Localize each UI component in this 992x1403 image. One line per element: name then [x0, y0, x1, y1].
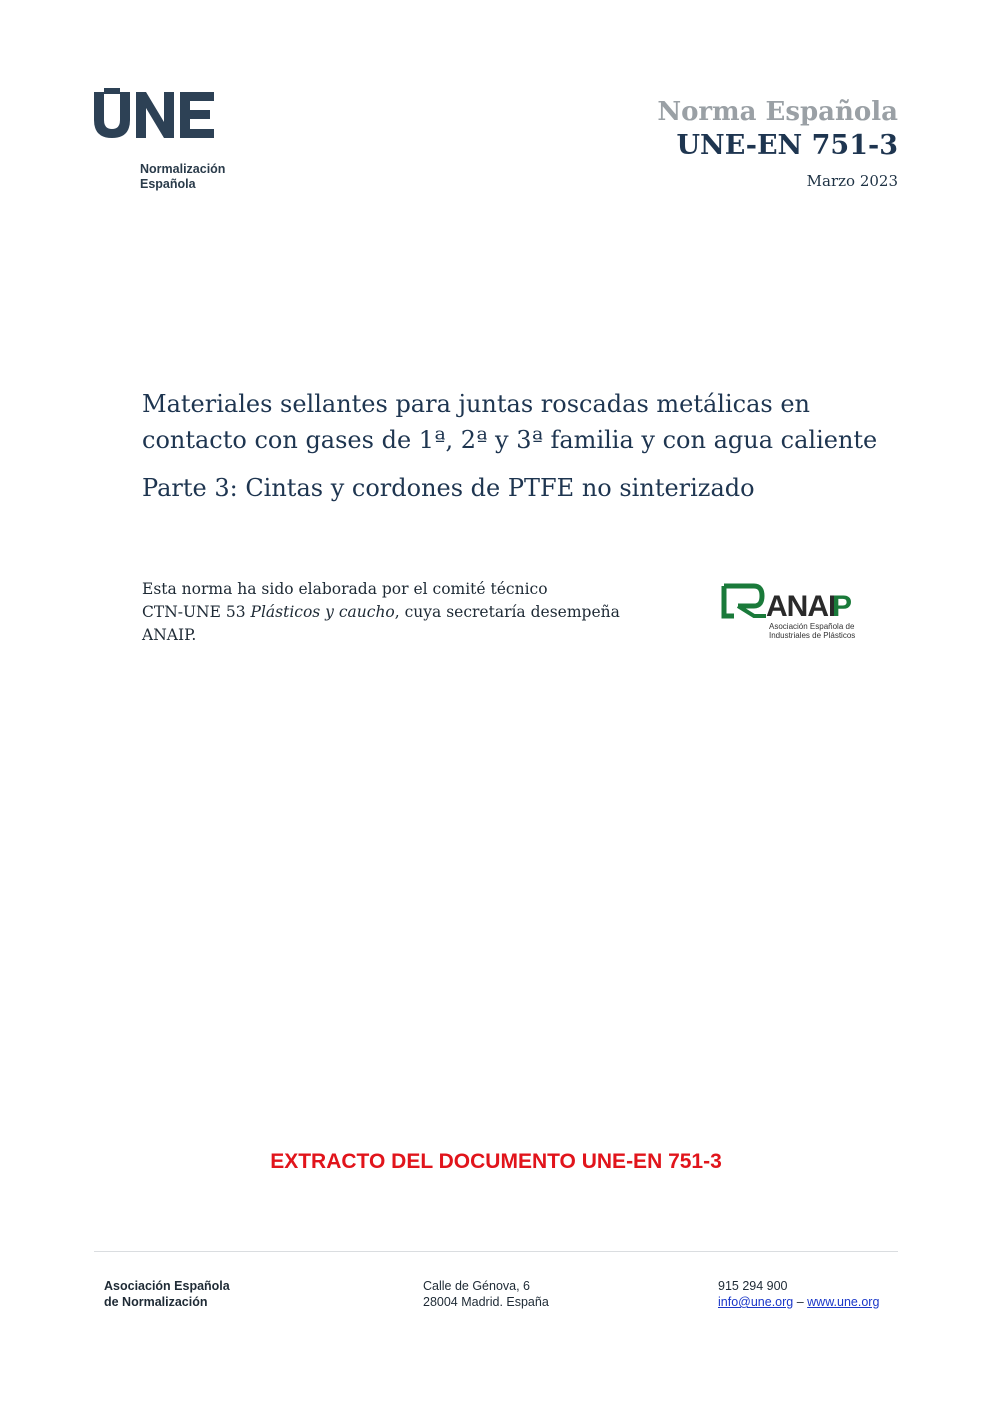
footer-org-line1: Asociación Española [104, 1279, 230, 1293]
committee-line2 [142, 601, 682, 624]
footer-phone: 915 294 900 [718, 1279, 788, 1293]
standard-header [657, 96, 898, 190]
footer-divider [94, 1251, 898, 1252]
logo-subtitle-line1: Normalización [140, 162, 226, 176]
une-logo-mark [92, 86, 232, 148]
anaip-logo [720, 580, 870, 650]
committee-line2-rest: , cuya secretaría desempeña [394, 603, 620, 621]
footer-contact [718, 1278, 879, 1310]
footer-separator: – [793, 1295, 808, 1309]
svg-text:P: P [832, 590, 853, 622]
title-line1: Materiales sellantes para juntas roscadas metálicas en [142, 390, 811, 418]
norma-label: Norma Española [657, 97, 898, 127]
footer-address-line1: Calle de Génova, 6 [423, 1279, 531, 1293]
committee-name: Plásticos y caucho [250, 603, 395, 621]
footer-links [718, 1294, 879, 1310]
anaip-sub-line1: Asociación Española de [769, 622, 855, 631]
footer-org-line2: de Normalización [104, 1295, 208, 1309]
footer-address [423, 1278, 549, 1310]
extract-notice: EXTRACTO DEL DOCUMENTO UNE-EN 751-3 [270, 1150, 722, 1173]
footer-address-line2: 28004 Madrid. España [423, 1295, 549, 1309]
standard-code: UNE-EN 751-3 [676, 130, 898, 161]
une-logo-subtitle [140, 162, 225, 192]
document-title [142, 386, 922, 458]
document-subtitle: Parte 3: Cintas y cordones de PTFE no sinterizado [142, 474, 755, 502]
logo-subtitle-line2: Española [140, 177, 196, 191]
publication-date: Marzo 2023 [806, 172, 898, 190]
anaip-logo-mark [720, 580, 860, 622]
une-logo [92, 86, 242, 196]
website-link[interactable]: www.une.org [807, 1295, 880, 1309]
committee-line3: ANAIP. [142, 626, 197, 644]
footer-organization [104, 1278, 230, 1310]
title-line2: contacto con gases de 1ª, 2ª y 3ª familia y con agua caliente [142, 426, 878, 454]
committee-statement [142, 578, 682, 647]
committee-line1: Esta norma ha sido elaborada por el comité técnico [142, 580, 548, 598]
svg-text:ANAI: ANAI [766, 590, 836, 622]
anaip-logo-subtitle [769, 622, 855, 640]
anaip-sub-line2: Industriales de Plásticos [769, 631, 856, 640]
email-link[interactable]: info@une.org [718, 1295, 794, 1309]
committee-code: CTN-UNE 53 [142, 603, 251, 621]
